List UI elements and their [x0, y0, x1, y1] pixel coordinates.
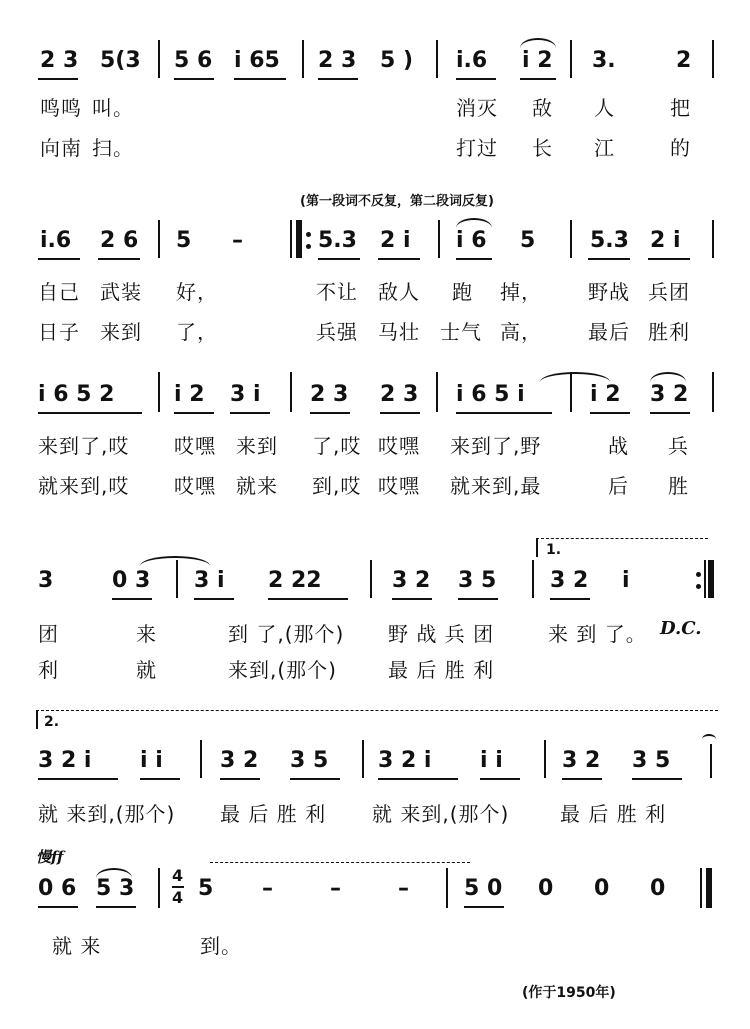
lyric: 来 到 了。 — [548, 622, 647, 646]
note-group: i 2 — [522, 48, 553, 73]
lyric: 团 — [38, 622, 59, 646]
beam — [456, 412, 552, 414]
beam — [38, 412, 142, 414]
beam — [220, 778, 260, 780]
lyric: 就来到,哎 — [38, 474, 130, 498]
note-group: 5 — [176, 228, 192, 253]
note-group: i i — [480, 748, 503, 773]
volta-label: 1. — [546, 542, 562, 558]
beam — [174, 78, 214, 80]
lyric-row-2 — [0, 654, 750, 694]
note-group: 0 6 — [38, 876, 77, 901]
beam — [38, 258, 80, 260]
beam — [520, 78, 556, 80]
lyric: 敌人 — [378, 280, 420, 304]
note-group: i.6 — [40, 228, 72, 253]
note-group: 3 2 — [220, 748, 259, 773]
lyric: 好， — [176, 280, 218, 304]
lyric: 哎嘿 — [378, 474, 420, 498]
lyric: 就来 — [236, 474, 278, 498]
lyric: 就 来 — [52, 934, 102, 958]
lyric: 就来到,最 — [450, 474, 542, 498]
barline — [370, 560, 372, 598]
note-group: 5 0 — [464, 876, 503, 901]
lyric: 鸣鸣 — [40, 96, 82, 120]
lyric: 最 后 胜 利 — [388, 658, 495, 682]
notes-row — [0, 560, 750, 600]
lyric: 马壮 — [378, 320, 420, 344]
repeat-dot — [696, 584, 701, 589]
note-group: 0 — [538, 876, 554, 901]
beam — [650, 412, 690, 414]
note-group: 0 3 — [112, 568, 151, 593]
lyric: 士气 — [440, 320, 482, 344]
barline — [290, 220, 292, 258]
barline — [704, 560, 706, 598]
slur — [650, 372, 686, 382]
barline — [302, 40, 304, 78]
slur — [456, 218, 492, 228]
repeat-note: (第一段词不反复，第二段词反复) — [300, 194, 494, 209]
barline — [158, 220, 160, 258]
beam — [378, 778, 458, 780]
note-group: i 6 5 i — [456, 382, 525, 407]
lyric: 来到 — [236, 434, 278, 458]
barline — [712, 40, 714, 78]
barline — [700, 868, 702, 908]
beam — [392, 598, 432, 600]
note-group: – — [232, 228, 243, 253]
barline — [176, 560, 178, 598]
note-group: 3 2 i — [38, 748, 92, 773]
dynamic-marking: 慢ff — [36, 848, 64, 866]
lyric: 敌 — [532, 96, 553, 120]
lyric: 人 — [594, 96, 615, 120]
lyric: 胜利 — [648, 320, 690, 344]
notes-row — [0, 740, 750, 780]
repeat-dot — [306, 244, 311, 249]
note-group: 3 2 — [562, 748, 601, 773]
lyric-row-1 — [0, 798, 750, 838]
beam — [380, 412, 420, 414]
da-capo: D.C. — [660, 618, 702, 639]
notes-row — [0, 372, 750, 412]
lyric: 武装 — [100, 280, 142, 304]
lyric-row-1 — [0, 930, 750, 970]
volta-bracket — [536, 538, 708, 557]
lyric: 战 — [608, 434, 629, 458]
lyric: 最后 — [588, 320, 630, 344]
lyric: 扫。 — [92, 136, 134, 160]
note-group: – — [398, 876, 409, 901]
fermata-icon — [702, 734, 716, 744]
barline — [446, 868, 448, 908]
barline — [362, 740, 364, 778]
tie — [540, 372, 610, 382]
note-group: 3 5 — [290, 748, 329, 773]
note-group: 5(3 — [100, 48, 141, 73]
lyric: 高， — [500, 320, 542, 344]
lyric: 江 — [594, 136, 615, 160]
lyric: 日子 — [38, 320, 80, 344]
note-group: 5 6 — [174, 48, 213, 73]
lyric: 到,哎 — [312, 474, 362, 498]
beam — [310, 412, 350, 414]
beam — [648, 258, 690, 260]
barline — [200, 740, 202, 778]
note-group: i 6 — [456, 228, 487, 253]
beam — [318, 258, 360, 260]
beam — [290, 778, 340, 780]
beam — [632, 778, 682, 780]
barline — [438, 220, 440, 258]
barline — [712, 220, 714, 258]
note-group: 3 i — [194, 568, 225, 593]
lyric: 兵 — [668, 434, 689, 458]
lyric-row-2 — [0, 316, 750, 356]
lyric: 不让 — [316, 280, 358, 304]
repeat-barline — [708, 560, 714, 598]
note-group: 5 3 — [96, 876, 135, 901]
note-group: 3 5 — [458, 568, 497, 593]
tie — [140, 556, 210, 566]
lyric: 就 — [136, 658, 157, 682]
beam — [456, 78, 496, 80]
note-group: i 65 — [234, 48, 280, 73]
lyric: 掉， — [500, 280, 542, 304]
note-group: 3 — [38, 568, 54, 593]
beam — [96, 906, 136, 908]
barline — [570, 220, 572, 258]
note-group: 2 3 — [310, 382, 349, 407]
time-sig-top: 4 — [172, 866, 184, 885]
note-group: 3 2 i — [378, 748, 432, 773]
note-group: i — [622, 568, 630, 593]
lyric: 哎嘿 — [174, 474, 216, 498]
lyric: 兵强 — [316, 320, 358, 344]
barline — [532, 560, 534, 598]
barline — [436, 40, 438, 78]
lyric: 了， — [176, 320, 218, 344]
repeat-barline — [296, 220, 302, 258]
note-group: 3. — [592, 48, 616, 73]
beam — [550, 598, 590, 600]
beam — [194, 598, 234, 600]
lyric-row-2 — [0, 132, 750, 172]
note-group: 2 3 — [40, 48, 79, 73]
lyric: 向南 — [40, 136, 82, 160]
note-group: 2 3 — [318, 48, 357, 73]
barline — [158, 40, 160, 78]
lyric: 到 了,(那个) — [228, 622, 345, 646]
note-group: i.6 — [456, 48, 488, 73]
slur — [96, 868, 132, 878]
beam — [98, 258, 140, 260]
beam — [590, 412, 630, 414]
final-barline — [706, 868, 712, 908]
lyric-row-1 — [0, 618, 750, 658]
note-group: 0 — [650, 876, 666, 901]
lyric: 消灭 — [456, 96, 498, 120]
lyric-row-1 — [0, 92, 750, 132]
note-group: 2 3 — [380, 382, 419, 407]
lyric: 最 后 胜 利 — [220, 802, 327, 826]
lyric: 就 来到,(那个) — [38, 802, 176, 826]
lyric: 胜 — [668, 474, 689, 498]
note-group: 5 — [520, 228, 536, 253]
note-group: i 2 — [590, 382, 621, 407]
lyric: 来 — [136, 622, 157, 646]
lyric: 来到,(那个) — [228, 658, 337, 682]
note-group: – — [330, 876, 341, 901]
note-group: i 2 — [174, 382, 205, 407]
beam — [112, 598, 152, 600]
lyric: 哎嘿 — [174, 434, 216, 458]
beam — [268, 598, 348, 600]
note-group: 5 ) — [380, 48, 414, 73]
lyric: 跑 — [452, 280, 473, 304]
beam — [234, 78, 286, 80]
lyric: 后 — [608, 474, 629, 498]
note-group: 3 2 — [392, 568, 431, 593]
note-group: i 6 5 2 — [38, 382, 115, 407]
note-group: 2 i — [380, 228, 411, 253]
lyric: 打过 — [456, 136, 498, 160]
repeat-dot — [306, 232, 311, 237]
lyric: 长 — [532, 136, 553, 160]
notes-row — [0, 40, 750, 80]
beam — [480, 778, 520, 780]
note-group: 3 5 — [632, 748, 671, 773]
volta-bracket — [36, 710, 718, 729]
lyric: 了,哎 — [312, 434, 362, 458]
beam — [588, 258, 630, 260]
slur — [520, 38, 556, 48]
beam — [38, 906, 78, 908]
note-group: 2 — [676, 48, 692, 73]
beam — [230, 412, 270, 414]
lyric: 最 后 胜 利 — [560, 802, 667, 826]
beam — [38, 78, 78, 80]
footer-note: (作于1950年) — [522, 985, 616, 1001]
note-group: i i — [140, 748, 163, 773]
lyric: 利 — [38, 658, 59, 682]
barline — [570, 40, 572, 78]
barline — [544, 740, 546, 778]
repeat-dot — [696, 572, 701, 577]
lyric: 野 战 兵 团 — [388, 622, 495, 646]
lyric: 来到了,哎 — [38, 434, 130, 458]
note-group: 2 i — [650, 228, 681, 253]
lyric-row-1 — [0, 276, 750, 316]
note-group: 3 i — [230, 382, 261, 407]
tie-long — [210, 862, 470, 873]
beam — [38, 778, 118, 780]
lyric-row-1 — [0, 430, 750, 470]
beam — [318, 78, 358, 80]
notes-row — [0, 866, 750, 906]
barline — [290, 372, 292, 412]
time-sig-bottom: 4 — [172, 888, 184, 907]
volta-label: 2. — [44, 714, 60, 730]
lyric: 把 — [670, 96, 691, 120]
lyric: 自己 — [38, 280, 80, 304]
note-group: 2 6 — [100, 228, 139, 253]
lyric: 就 来到,(那个) — [372, 802, 510, 826]
barline — [158, 372, 160, 412]
barline — [436, 372, 438, 412]
beam — [562, 778, 602, 780]
notes-row — [0, 220, 750, 260]
beam — [378, 258, 420, 260]
beam — [458, 598, 498, 600]
barline — [158, 868, 160, 908]
note-group: 5.3 — [590, 228, 629, 253]
beam — [456, 258, 492, 260]
lyric: 哎嘿 — [378, 434, 420, 458]
barline — [570, 372, 572, 412]
note-group: – — [262, 876, 273, 901]
barline — [710, 744, 712, 778]
note-group: 3 2 — [650, 382, 689, 407]
lyric: 叫。 — [92, 96, 134, 120]
lyric: 来到了,野 — [450, 434, 542, 458]
note-group: 2 22 — [268, 568, 322, 593]
lyric-row-2 — [0, 470, 750, 510]
beam — [174, 412, 214, 414]
lyric: 的 — [670, 136, 691, 160]
beam — [140, 778, 180, 780]
lyric: 野战 — [588, 280, 630, 304]
note-group: 0 — [594, 876, 610, 901]
note-group: 5.3 — [318, 228, 357, 253]
lyric: 到。 — [200, 934, 242, 958]
note-group: 3 2 — [550, 568, 589, 593]
note-group: 5 — [198, 876, 214, 901]
beam — [464, 906, 504, 908]
lyric: 来到 — [100, 320, 142, 344]
barline — [712, 372, 714, 412]
lyric: 兵团 — [648, 280, 690, 304]
